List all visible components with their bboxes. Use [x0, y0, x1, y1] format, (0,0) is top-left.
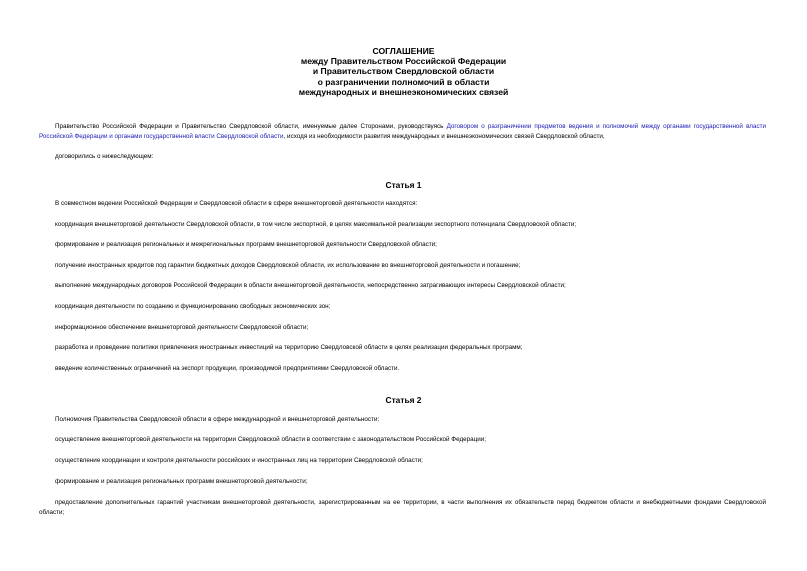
article-1-item: координация внешнеторговой деятельности Свердловской области, в том числе экспортной, в целях максимальной реализации экспортного потенциала Свердловской области;: [55, 221, 577, 228]
article-1-item: формирование и реализация региональных и межрегиональных программ внешнеторговой деятельности Свердловской области;: [55, 241, 437, 248]
article-1-item: получение иностранных кредитов под гарантии бюджетных доходов Свердловской области, их использование во внешнеторговой деятельности и погашение;: [55, 262, 521, 269]
title-line-1: СОГЛАШЕНИЕ: [372, 46, 435, 56]
document-title: [0, 46, 807, 97]
article-1-item: координация деятельности по созданию и функционированию свободных экономических зон;: [55, 303, 331, 310]
article-1-item: введение количественных ограничений на экспорт продукции, производимой предприятиями Свердловской области.: [55, 365, 400, 372]
preamble-text-end: , исходя из необходимости развития международных и внешнеэкономических связей Свердловской области,: [283, 132, 605, 140]
preamble-agreed: договорились о нижеследующем:: [55, 153, 154, 160]
treaty-link[interactable]: Договором о разграничении предметов ведения и полномочий между органами государственной власти Российской Федерации и органами государственной власти Свердловской области: [39, 123, 766, 140]
article-2-item: осуществление координации и контроля деятельности российских и иностранных лиц на территории Свердловской области;: [55, 457, 423, 464]
title-line-4: о разграничении полномочий в области: [317, 76, 490, 87]
article-1-heading: Статья 1: [385, 180, 422, 190]
article-1-item: разработка и проведение политики привлечения иностранных инвестиций на территорию Свердловской области в целях реализации федеральных программ;: [55, 344, 523, 351]
article-1-intro: В совместном ведении Российской Федерации и Свердловской области в сфере внешнеторговой деятельности находятся:: [55, 200, 418, 207]
title-line-2: между Правительством Российской Федерации: [300, 56, 507, 67]
article-1-item: выполнение международных договоров Российской Федерации в области внешнеторговой деятельности, непосредственно затрагивающих интересы Свердловской области;: [55, 282, 566, 289]
preamble-paragraph: [39, 122, 766, 141]
preamble-text-start: Правительство Российской Федерации и Правительство Свердловской области, именуемые далее Сторонами, руководствуясь: [55, 123, 447, 130]
title-line-5: международных и внешнеэкономических связей: [298, 86, 509, 97]
article-2-intro: Полномочия Правительства Свердловской области в сфере международной и внешнеторговой деятельности:: [55, 416, 380, 423]
article-1-item: информационное обеспечение внешнеторговой деятельности Свердловской области;: [55, 324, 309, 331]
article-2-heading: Статья 2: [385, 395, 422, 405]
title-line-3: и Правительством Свердловской области: [312, 66, 495, 77]
article-2-item: формирование и реализация региональных программ внешнеторговой деятельности;: [55, 478, 308, 485]
article-2-item-last: предоставление дополнительных гарантий участникам внешнеторговой деятельности, зарегистрированным на ее территории, в части выполнения их обязательств перед бюджетом области и внебюджетными фондами Свердловской области;: [39, 499, 766, 516]
article-2-item: осуществление внешнеторговой деятельности на территории Свердловской области в соответствии с законодательством Российской Федерации;: [55, 436, 487, 443]
